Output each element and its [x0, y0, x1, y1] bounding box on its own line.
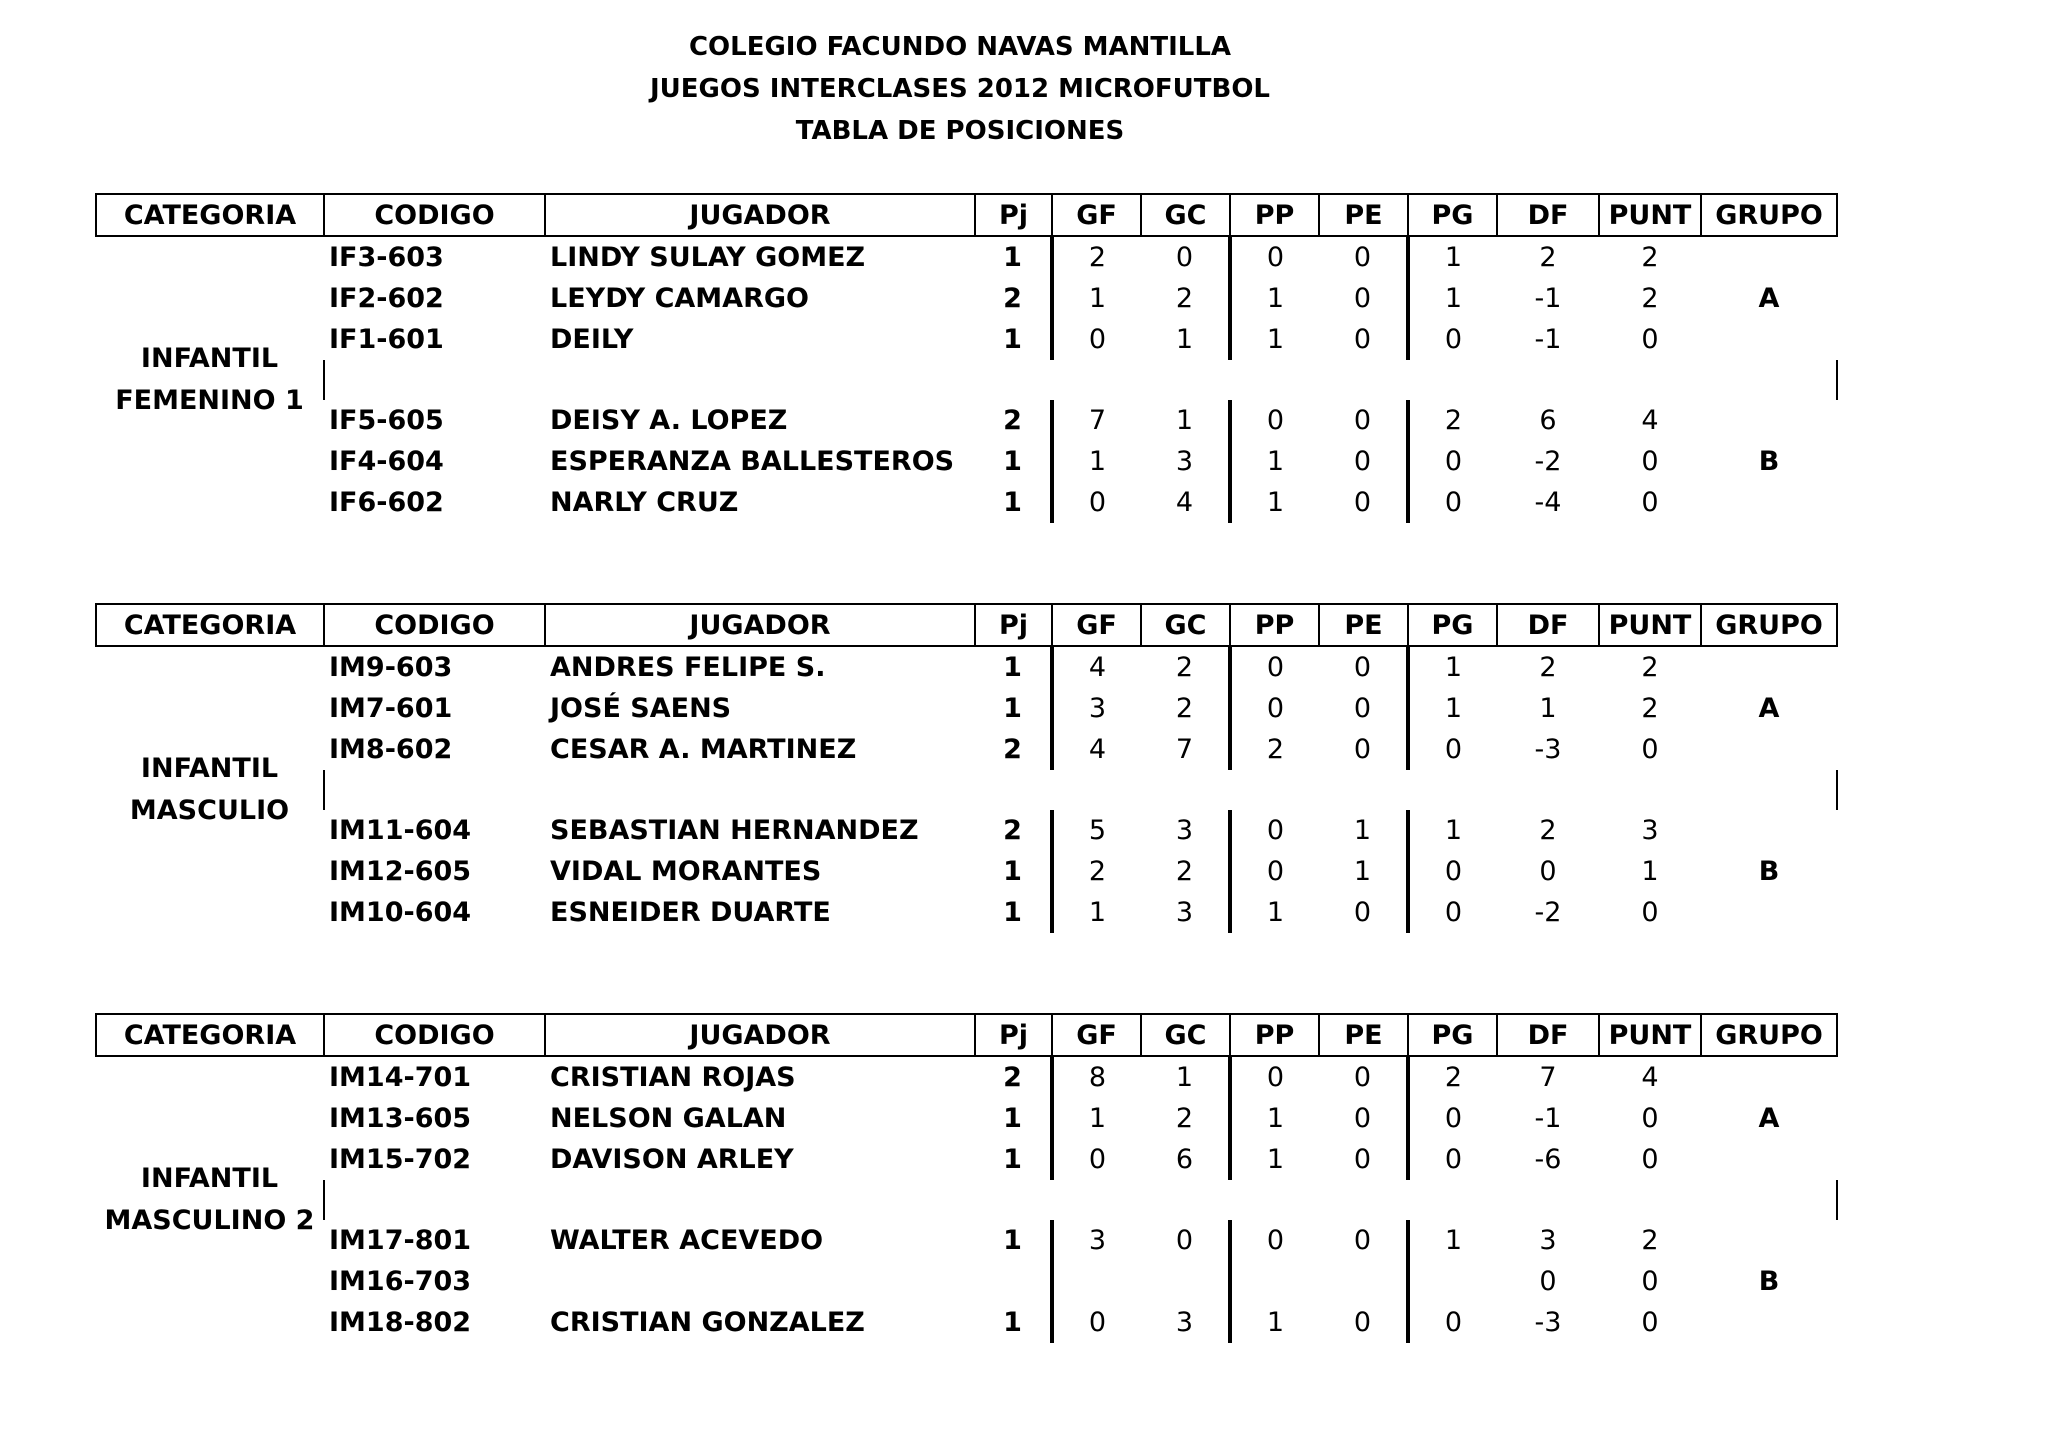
points-cell: 0 [1641, 897, 1659, 928]
pj-cell: 1 [975, 1098, 1052, 1139]
pp-cell: 2 [1266, 734, 1285, 765]
column-header: PP [1230, 1014, 1319, 1056]
pe-cell: 0 [1319, 688, 1408, 729]
df-cell: -1 [1534, 283, 1562, 314]
column-header: PP [1230, 194, 1319, 236]
player-name: LINDY SULAY GOMEZ [550, 242, 866, 273]
column-header: GC [1141, 1014, 1230, 1056]
pg-cell: 0 [1444, 734, 1463, 765]
code-cell: IM16-703 [329, 1266, 472, 1297]
pp-cell: 1 [1266, 1144, 1285, 1175]
school-title: COLEGIO FACUNDO NAVAS MANTILLA [688, 32, 1232, 62]
pe-cell: 0 [1319, 729, 1408, 770]
pp-cell: 1 [1266, 283, 1285, 314]
table-row [96, 400, 1837, 441]
player-name: DEISY A. LOPEZ [550, 405, 788, 436]
pg-cell: 1 [1444, 283, 1463, 314]
table-row [96, 482, 1837, 523]
column-header: GRUPO [1701, 604, 1837, 646]
pj-cell: 1 [975, 1139, 1052, 1180]
category-cell [96, 236, 324, 523]
event-title: JUEGOS INTERCLASES 2012 MICROFUTBOL [649, 74, 1270, 104]
player-name: ESPERANZA BALLESTEROS [550, 446, 955, 477]
gc-cell: 2 [1141, 278, 1230, 319]
table-row [96, 1261, 1837, 1302]
column-header: PE [1319, 604, 1408, 646]
pj-cell: 1 [975, 319, 1052, 360]
df-cell: -2 [1534, 446, 1562, 477]
gf-cell: 0 [1088, 487, 1107, 518]
gc-cell: 0 [1141, 1220, 1230, 1261]
code-cell: IF3-603 [329, 242, 444, 273]
df-cell: 0 [1539, 1266, 1557, 1297]
points-cell: 0 [1641, 446, 1659, 477]
gc-cell: 3 [1141, 441, 1230, 482]
category-label: INFANTIL [140, 1163, 279, 1194]
table-row [96, 236, 1837, 278]
pe-cell: 0 [1319, 319, 1408, 360]
pp-cell: 0 [1266, 815, 1285, 846]
gf-cell: 3 [1088, 1225, 1107, 1256]
column-header: PG [1408, 1014, 1497, 1056]
df-cell: -3 [1534, 1307, 1562, 1338]
table-row [96, 1056, 1837, 1098]
column-header: PUNT [1599, 1014, 1701, 1056]
points-cell: 0 [1641, 1307, 1659, 1338]
table-row [96, 278, 1837, 319]
pg-cell: 2 [1444, 1062, 1463, 1093]
gc-cell [1141, 1261, 1230, 1302]
pe-cell: 0 [1319, 482, 1408, 523]
pe-cell: 0 [1319, 1302, 1408, 1343]
column-header: PUNT [1599, 604, 1701, 646]
table-row [96, 892, 1837, 933]
code-cell: IM12-605 [329, 856, 472, 887]
table-row [96, 441, 1837, 482]
pj-cell: 1 [975, 892, 1052, 933]
df-cell: 3 [1539, 1225, 1557, 1256]
pp-cell: 0 [1266, 242, 1285, 273]
column-header: PUNT [1599, 194, 1701, 236]
pj-cell: 2 [975, 1056, 1052, 1098]
pg-cell: 1 [1444, 242, 1463, 273]
gf-cell: 0 [1088, 324, 1107, 355]
pg-cell: 1 [1444, 693, 1463, 724]
code-cell: IM10-604 [329, 897, 472, 928]
code-cell: IM7-601 [329, 693, 453, 724]
pg-cell: 2 [1444, 405, 1463, 436]
player-name: DAVISON ARLEY [550, 1144, 794, 1175]
table-row [96, 810, 1837, 851]
category-label: MASCULINO 2 [104, 1205, 315, 1236]
pg-cell: 0 [1444, 487, 1463, 518]
gc-cell: 3 [1141, 810, 1230, 851]
player-name: SEBASTIAN HERNANDEZ [550, 815, 919, 846]
gf-cell: 4 [1088, 652, 1107, 683]
code-cell: IF1-601 [329, 324, 444, 355]
df-cell: 7 [1539, 1062, 1557, 1093]
pj-cell: 1 [975, 851, 1052, 892]
category-label: INFANTIL [140, 343, 279, 374]
code-cell: IM14-701 [329, 1062, 472, 1093]
player-name: VIDAL MORANTES [550, 856, 822, 887]
group-separator [96, 1180, 1837, 1220]
column-header: GF [1052, 194, 1141, 236]
column-header: GRUPO [1701, 1014, 1837, 1056]
points-cell: 3 [1641, 815, 1659, 846]
column-header: PP [1230, 604, 1319, 646]
pj-cell: 1 [975, 482, 1052, 523]
pe-cell: 0 [1319, 1139, 1408, 1180]
player-name: DEILY [550, 324, 634, 355]
df-cell: -3 [1534, 734, 1562, 765]
pe-cell: 0 [1319, 1056, 1408, 1098]
gc-cell: 0 [1141, 236, 1230, 278]
points-cell: 0 [1641, 1103, 1659, 1134]
code-cell: IM17-801 [329, 1225, 472, 1256]
points-cell: 0 [1641, 487, 1659, 518]
gc-cell: 3 [1141, 892, 1230, 933]
code-cell: IM15-702 [329, 1144, 472, 1175]
header-row [96, 1014, 1837, 1056]
player-name: CRISTIAN GONZALEZ [550, 1307, 865, 1338]
pg-cell [1408, 1261, 1497, 1302]
df-cell: -1 [1534, 1103, 1562, 1134]
df-cell: 6 [1539, 405, 1557, 436]
table-row [96, 1302, 1837, 1343]
group-label: B [1758, 856, 1780, 887]
code-cell: IF2-602 [329, 283, 444, 314]
group-label: A [1758, 283, 1780, 314]
points-cell: 0 [1641, 1266, 1659, 1297]
pp-cell [1230, 1261, 1319, 1302]
pe-cell: 0 [1319, 236, 1408, 278]
gc-cell: 2 [1141, 688, 1230, 729]
pp-cell: 1 [1266, 1103, 1285, 1134]
gc-cell: 1 [1141, 319, 1230, 360]
standings-table [95, 603, 1838, 933]
column-header: GC [1141, 604, 1230, 646]
pj-cell: 1 [975, 646, 1052, 688]
points-cell: 2 [1641, 693, 1659, 724]
pp-cell: 0 [1266, 856, 1285, 887]
points-cell: 2 [1641, 1225, 1659, 1256]
code-cell: IF5-605 [329, 405, 444, 436]
pe-cell: 0 [1319, 441, 1408, 482]
group-label: A [1758, 1103, 1780, 1134]
code-cell: IF4-604 [329, 446, 444, 477]
separator-cell [324, 1180, 1837, 1220]
column-header: PE [1319, 194, 1408, 236]
column-header: GF [1052, 604, 1141, 646]
gf-cell: 7 [1088, 405, 1107, 436]
column-header: CODIGO [324, 1014, 545, 1056]
table-title: TABLA DE POSICIONES [795, 116, 1125, 146]
category-label: MASCULIO [129, 795, 290, 826]
column-header: PE [1319, 1014, 1408, 1056]
pp-cell: 0 [1266, 1062, 1285, 1093]
group-label: A [1758, 693, 1780, 724]
player-name: NELSON GALAN [550, 1103, 787, 1134]
column-header: JUGADOR [545, 1014, 975, 1056]
pj-cell: 2 [975, 400, 1052, 441]
player-name: WALTER ACEVEDO [550, 1225, 824, 1256]
pp-cell: 0 [1266, 405, 1285, 436]
gf-cell: 1 [1088, 897, 1107, 928]
column-header: Pj [975, 1014, 1052, 1056]
gc-cell: 1 [1141, 1056, 1230, 1098]
gf-cell: 3 [1088, 693, 1107, 724]
pj-cell [975, 1261, 1052, 1302]
pp-cell: 1 [1266, 1307, 1285, 1338]
df-cell: -1 [1534, 324, 1562, 355]
gc-cell: 6 [1141, 1139, 1230, 1180]
group-label: B [1758, 446, 1780, 477]
table-row [96, 1139, 1837, 1180]
column-header: Pj [975, 194, 1052, 236]
points-cell: 0 [1641, 1144, 1659, 1175]
points-cell: 4 [1641, 405, 1659, 436]
category-label: INFANTIL [140, 753, 279, 784]
player-name: CESAR A. MARTINEZ [550, 734, 857, 765]
points-cell: 4 [1641, 1062, 1659, 1093]
pg-cell: 0 [1444, 856, 1463, 887]
gf-cell: 4 [1088, 734, 1107, 765]
player-name: LEYDY CAMARGO [550, 283, 809, 314]
pg-cell: 0 [1444, 446, 1463, 477]
group-label: B [1758, 1266, 1780, 1297]
column-header: Pj [975, 604, 1052, 646]
pp-cell: 1 [1266, 487, 1285, 518]
table-row [96, 319, 1837, 360]
pp-cell: 1 [1266, 324, 1285, 355]
pe-cell: 0 [1319, 400, 1408, 441]
header-row [96, 604, 1837, 646]
player-name: ESNEIDER DUARTE [550, 897, 831, 928]
column-header: CATEGORIA [96, 1014, 324, 1056]
points-cell: 0 [1641, 734, 1659, 765]
column-header: GC [1141, 194, 1230, 236]
group-separator [96, 360, 1837, 400]
code-cell: IM13-605 [329, 1103, 472, 1134]
pj-cell: 1 [975, 1220, 1052, 1261]
pp-cell: 0 [1266, 652, 1285, 683]
pg-cell: 1 [1444, 815, 1463, 846]
gc-cell: 3 [1141, 1302, 1230, 1343]
column-header: GF [1052, 1014, 1141, 1056]
column-header: DF [1497, 604, 1599, 646]
column-header: CATEGORIA [96, 604, 324, 646]
pj-cell: 2 [975, 278, 1052, 319]
gf-cell: 1 [1088, 283, 1107, 314]
gc-cell: 4 [1141, 482, 1230, 523]
df-cell: 2 [1539, 815, 1557, 846]
separator-cell [324, 360, 1837, 400]
table-row [96, 1098, 1837, 1139]
column-header: PG [1408, 194, 1497, 236]
gc-cell: 7 [1141, 729, 1230, 770]
pg-cell: 0 [1444, 1144, 1463, 1175]
points-cell: 0 [1641, 324, 1659, 355]
player-name: JOSÉ SAENS [550, 693, 732, 724]
code-cell: IF6-602 [329, 487, 444, 518]
column-header: JUGADOR [545, 194, 975, 236]
pg-cell: 0 [1444, 1307, 1463, 1338]
points-cell: 2 [1641, 652, 1659, 683]
header-row [96, 194, 1837, 236]
column-header: PG [1408, 604, 1497, 646]
table-row [96, 729, 1837, 770]
column-header: DF [1497, 1014, 1599, 1056]
df-cell: 2 [1539, 652, 1557, 683]
pe-cell: 0 [1319, 1220, 1408, 1261]
pg-cell: 0 [1444, 897, 1463, 928]
pe-cell: 1 [1319, 810, 1408, 851]
pe-cell: 0 [1319, 278, 1408, 319]
player-name: CRISTIAN ROJAS [550, 1062, 796, 1093]
pj-cell: 1 [975, 441, 1052, 482]
column-header: GRUPO [1701, 194, 1837, 236]
points-cell: 2 [1641, 242, 1659, 273]
gc-cell: 2 [1141, 851, 1230, 892]
player-name [545, 1261, 975, 1302]
pg-cell: 1 [1444, 1225, 1463, 1256]
column-header: JUGADOR [545, 604, 975, 646]
points-cell: 1 [1641, 856, 1659, 887]
code-cell: IM18-802 [329, 1307, 472, 1338]
df-cell: 0 [1539, 856, 1557, 887]
pg-cell: 0 [1444, 1103, 1463, 1134]
code-cell: IM8-602 [329, 734, 453, 765]
pj-cell: 2 [975, 810, 1052, 851]
category-cell [96, 646, 324, 933]
df-cell: -2 [1534, 897, 1562, 928]
pj-cell: 1 [975, 688, 1052, 729]
pe-cell: 0 [1319, 1098, 1408, 1139]
points-cell: 2 [1641, 283, 1659, 314]
column-header: CODIGO [324, 194, 545, 236]
gf-cell: 0 [1088, 1144, 1107, 1175]
gc-cell: 1 [1141, 400, 1230, 441]
code-cell: IM11-604 [329, 815, 472, 846]
pe-cell: 0 [1319, 892, 1408, 933]
pe-cell: 0 [1319, 646, 1408, 688]
pj-cell: 2 [975, 729, 1052, 770]
category-cell [96, 1056, 324, 1343]
category-label: FEMENINO 1 [115, 385, 304, 416]
gf-cell: 8 [1088, 1062, 1107, 1093]
table-row [96, 688, 1837, 729]
gf-cell [1052, 1261, 1141, 1302]
gf-cell: 5 [1088, 815, 1107, 846]
pp-cell: 0 [1266, 1225, 1285, 1256]
gf-cell: 0 [1088, 1307, 1107, 1338]
df-cell: 2 [1539, 242, 1557, 273]
pj-cell: 1 [975, 236, 1052, 278]
gf-cell: 2 [1088, 856, 1107, 887]
column-header: DF [1497, 194, 1599, 236]
pg-cell: 0 [1444, 324, 1463, 355]
code-cell: IM9-603 [329, 652, 453, 683]
pp-cell: 1 [1266, 897, 1285, 928]
gf-cell: 1 [1088, 1103, 1107, 1134]
gf-cell: 2 [1088, 242, 1107, 273]
df-cell: -4 [1534, 487, 1562, 518]
pe-cell: 1 [1319, 851, 1408, 892]
pp-cell: 0 [1266, 693, 1285, 724]
gc-cell: 2 [1141, 1098, 1230, 1139]
pp-cell: 1 [1266, 446, 1285, 477]
player-name: NARLY CRUZ [550, 487, 739, 518]
pg-cell: 1 [1444, 652, 1463, 683]
pe-cell [1319, 1261, 1408, 1302]
df-cell: 1 [1539, 693, 1557, 724]
table-row [96, 646, 1837, 688]
gf-cell: 1 [1088, 446, 1107, 477]
column-header: CODIGO [324, 604, 545, 646]
table-row [96, 851, 1837, 892]
table-row [96, 1220, 1837, 1261]
separator-cell [324, 770, 1837, 810]
column-header: CATEGORIA [96, 194, 324, 236]
gc-cell: 2 [1141, 646, 1230, 688]
player-name: ANDRES FELIPE S. [550, 652, 826, 683]
pj-cell: 1 [975, 1302, 1052, 1343]
standings-table [95, 193, 1838, 523]
df-cell: -6 [1534, 1144, 1562, 1175]
group-separator [96, 770, 1837, 810]
standings-table [95, 1013, 1838, 1343]
